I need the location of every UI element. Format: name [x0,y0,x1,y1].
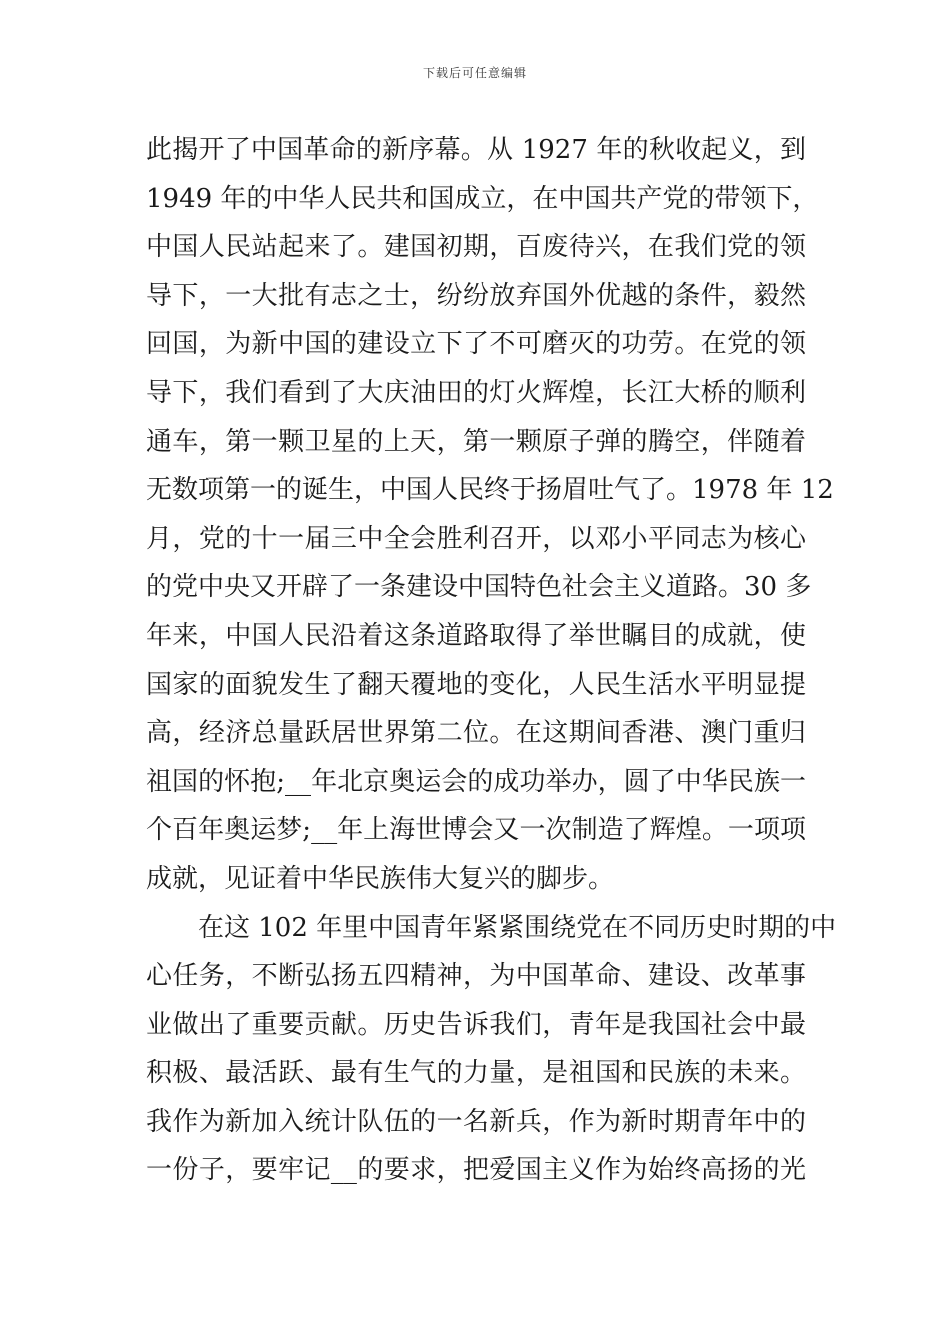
text-line: 1949 年的中华人民共和国成立，在中国共产党的带领下， [146,183,819,214]
text-line: 高，经济总量跃居世界第二位。在这期间香港、澳门重归 [146,718,806,749]
text-line: 月，党的十一届三中全会胜利召开，以邓小平同志为核心 [146,523,806,554]
text-line: 祖国的怀抱;__年北京奥运会的成功举办，圆了中华民族一 [146,766,806,797]
text-line: 成就，见证着中华民族伟大复兴的脚步。 [146,863,615,894]
text-line: 年来，中国人民沿着这条道路取得了举世瞩目的成就，使 [146,620,806,651]
paragraph-2 [146,904,837,1196]
text-line: 我作为新加入统计队伍的一名新兵，作为新时期青年中的 [146,1106,806,1137]
page-header: 下载后可任意编辑 [422,66,527,80]
text-line: 心任务，不断弘扬五四精神，为中国革命、建设、改革事 [146,961,806,992]
text-line: 在这 102 年里中国青年紧紧围绕党在不同历史时期的中 [198,912,837,943]
text-line: 中国人民站起来了。建国初期，百废待兴，在我们党的领 [146,232,806,263]
document-body [146,126,837,1195]
text-line: 回国，为新中国的建设立下了不可磨灭的功劳。在党的领 [146,329,806,360]
text-line: 通车，第一颗卫星的上天，第一颗原子弹的腾空，伴随着 [146,426,806,457]
text-line: 无数项第一的诞生，中国人民终于扬眉吐气了。1978 年 12 [146,475,834,506]
text-line: 一份子，要牢记__的要求，把爱国主义作为始终高扬的光 [146,1155,806,1186]
text-line: 个百年奥运梦;__年上海世博会又一次制造了辉煌。一项项 [146,815,806,846]
text-line: 导下，一大批有志之士，纷纷放弃国外优越的条件，毅然 [146,280,806,311]
text-line: 积极、最活跃、最有生气的力量，是祖国和民族的未来。 [146,1058,806,1089]
text-line: 国家的面貌发生了翻天覆地的变化，人民生活水平明显提 [146,669,806,700]
text-line: 导下，我们看到了大庆油田的灯火辉煌，长江大桥的顺利 [146,377,806,408]
text-line: 此揭开了中国革命的新序幕。从 1927 年的秋收起义，到 [146,135,806,165]
paragraph-1 [146,126,834,904]
text-line: 的党中央又开辟了一条建设中国特色社会主义道路。30 多 [146,572,812,603]
text-line: 业做出了重要贡献。历史告诉我们，青年是我国社会中最 [146,1009,806,1040]
